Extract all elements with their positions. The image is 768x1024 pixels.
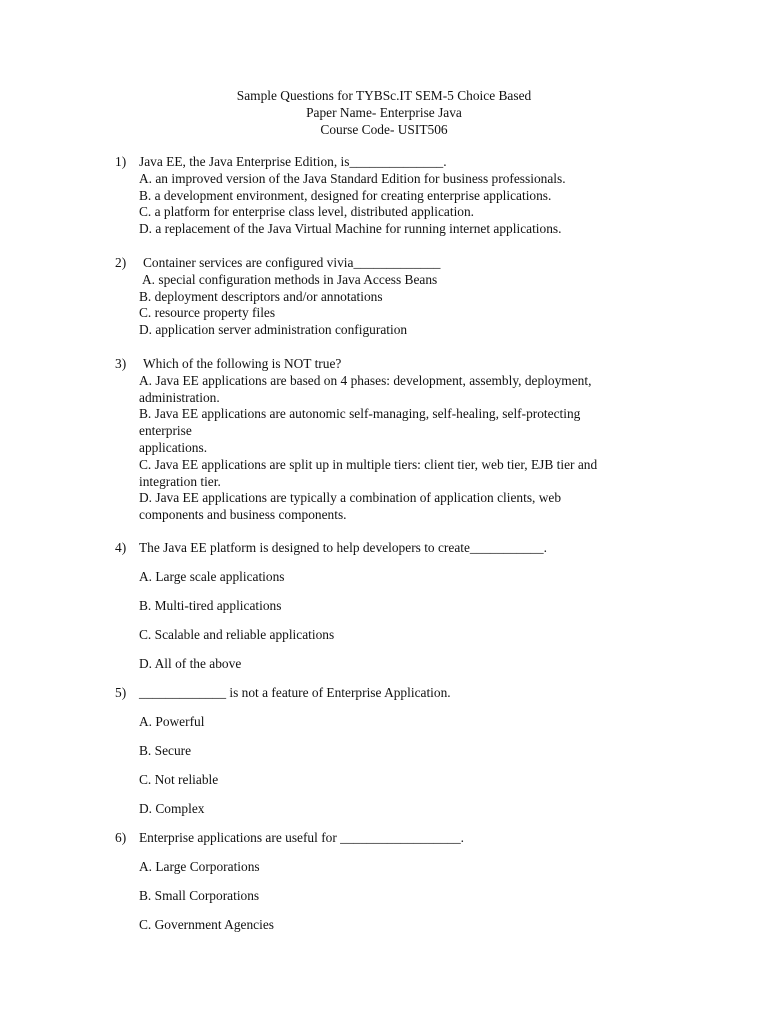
option-b-continued-2: applications. (139, 439, 208, 455)
option-a-continued: administration. (139, 389, 220, 405)
question-3 (115, 356, 685, 524)
header-course-code: Course Code- USIT506 (320, 122, 448, 137)
option-c: C. Not reliable (139, 772, 219, 787)
option-c: C. a platform for enterprise class level, distributed application. (139, 204, 475, 220)
question-stem: The Java EE platform is designed to help developers to create___________. (139, 540, 547, 555)
option-b: B. Java EE applications are autonomic self-managing, self-healing, self-protecting (139, 406, 581, 422)
header-title: Sample Questions for TYBSc.IT SEM-5 Choice Based (236, 88, 532, 103)
question-number: 3) (115, 356, 127, 371)
question-stem: Container services are configured vivia_____________ (143, 255, 441, 270)
option-b: B. Multi-tired applications (139, 598, 282, 613)
option-c: C. Java EE applications are split up in multiple tiers: client tier, web tier, EJB tier and (139, 456, 598, 472)
option-d-continued: components and business components. (139, 507, 347, 523)
option-a: A. Java EE applications are based on 4 phases: development, assembly, deployment, (139, 372, 592, 388)
option-d: D. a replacement of the Java Virtual Machine for running internet applications. (139, 221, 562, 237)
question-number: 1) (115, 154, 127, 169)
option-a: A. Large Corporations (139, 859, 260, 874)
question-number: 6) (115, 830, 127, 845)
option-c: C. Government Agencies (139, 917, 274, 932)
option-b: B. Secure (139, 743, 192, 758)
question-stem: Which of the following is NOT true? (143, 356, 342, 371)
option-b-continued: enterprise (139, 423, 192, 439)
document-header (0, 87, 768, 138)
option-c-continued: integration tier. (139, 473, 221, 489)
option-d: D. application server administration configuration (139, 322, 408, 338)
question-number: 4) (115, 540, 127, 555)
option-b: B. Small Corporations (139, 888, 260, 903)
question-1 (115, 154, 685, 238)
question-number: 5) (115, 685, 127, 700)
option-b: B. deployment descriptors and/or annotations (139, 288, 383, 304)
option-a: A. an improved version of the Java Standard Edition for business professionals. (139, 170, 566, 186)
option-b: B. a development environment, designed for creating enterprise applications. (139, 187, 552, 203)
option-d: D. Java EE applications are typically a combination of application clients, web (139, 490, 562, 506)
option-d: D. All of the above (139, 656, 242, 671)
option-c: C. Scalable and reliable applications (139, 627, 335, 642)
option-a: A. Large scale applications (139, 569, 285, 584)
option-a: A. Powerful (139, 714, 205, 729)
header-paper-name: Paper Name- Enterprise Java (306, 105, 462, 120)
question-number: 2) (115, 255, 127, 270)
question-stem: _____________ is not a feature of Enterprise Application. (139, 685, 451, 700)
question-4 (115, 540, 685, 557)
question-stem: Enterprise applications are useful for __________________. (139, 830, 465, 845)
question-2 (115, 255, 685, 339)
question-6 (115, 830, 685, 847)
option-a: A. special configuration methods in Java Access Beans (142, 271, 438, 287)
option-c: C. resource property files (139, 305, 276, 321)
question-stem: Java EE, the Java Enterprise Edition, is______________. (139, 154, 447, 169)
option-d: D. Complex (139, 801, 205, 816)
question-5 (115, 685, 685, 702)
